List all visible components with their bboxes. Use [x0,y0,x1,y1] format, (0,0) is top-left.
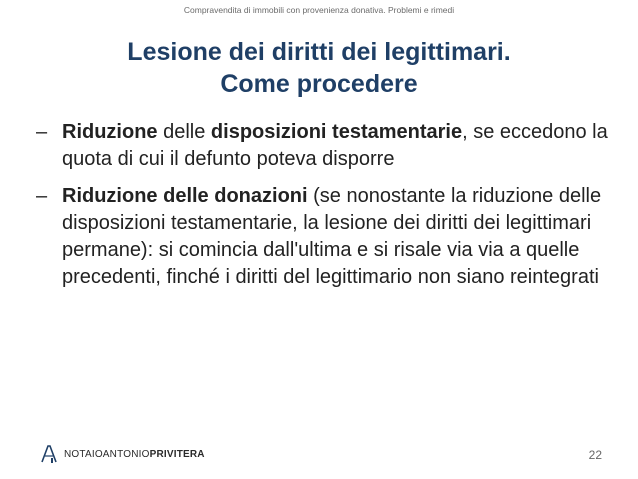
logo-text-antonio: ANTONIO [102,448,150,460]
page-number: 22 [588,448,602,462]
bullet-dash: – [36,185,48,207]
notary-logo-icon [40,444,58,464]
bullet-list [36,119,616,301]
bullet-item-riduzione-donazioni [36,183,616,291]
bullet-text: , se eccedono la quota di cui il defunto poteva disporre [62,121,608,170]
slide-title-line-2: Come procedere [220,70,418,98]
bullet-item-riduzione-disposizioni [36,119,616,173]
bullet-bold-text: disposizioni testamentarie [210,121,463,143]
presentation-header: Compravendita di immobili con provenienza donativa. Problemi e rimedi [183,5,455,15]
footer-logo [40,444,205,464]
bullet-dash: – [36,121,48,143]
bullet-text: delle [157,121,211,143]
slide-title [0,36,638,100]
bullet-text: (se nonostante la riduzione delle disposizioni testamentarie, la lesione dei diritti dei legittimari permane): si comincia dall'ultima e si risale via via a quelle precedenti, finché i diritti del legittimario non siano reintegrati [62,185,602,288]
slide-title-line-1: Lesione dei diritti dei legittimari. [127,38,511,66]
logo-text [64,449,205,460]
bullet-bold-text: Riduzione delle donazioni [62,185,308,207]
logo-text-notaio: NOTAIO [64,448,103,460]
logo-text-privitera: PRIVITERA [149,448,205,460]
bullet-bold-text: Riduzione [62,121,158,143]
